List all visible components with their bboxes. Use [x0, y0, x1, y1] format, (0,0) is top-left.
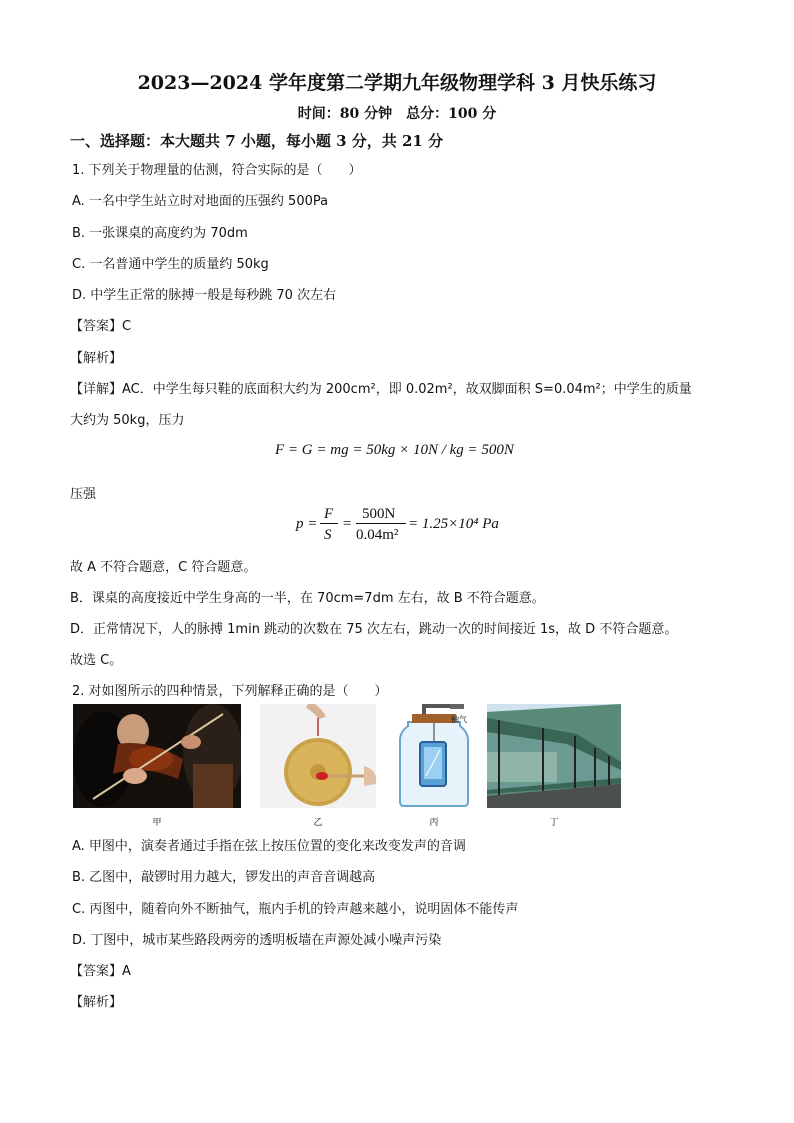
q2-analysis-label: 【解析】	[70, 995, 123, 1010]
q1-detail-line2: 大约为 50kg，压力	[70, 413, 185, 428]
pressure-f-num: F	[324, 506, 334, 522]
pressure-num: 500N	[362, 506, 396, 522]
q1-option-c: C. 一名普通中学生的质量约 50kg	[72, 257, 269, 272]
q1-detail-d: D．正常情况下，人的脉搏 1min 跳动的次数在 75 次左右，跳动一次的时间接近 1s，故 D 不符合题意。	[70, 622, 678, 637]
figure-violin	[73, 704, 241, 808]
figure-gong	[260, 704, 376, 808]
pressure-label: 压强	[70, 487, 97, 502]
q2-stem: 2. 对如图所示的四种情景，下列解释正确的是（ ）	[72, 684, 388, 699]
caption-ding: 丁	[549, 818, 559, 828]
q1-analysis-label: 【解析】	[70, 351, 123, 366]
pressure-lhs: p =	[296, 516, 318, 532]
pressure-den: 0.04m²	[356, 527, 399, 543]
q1-detail-line1: 【详解】AC．中学生每只鞋的底面积大约为 200cm²，即 0.02m²，故双脚面积 S=0.04m²；中学生的质量	[70, 382, 692, 397]
q2-answer: 【答案】A	[70, 964, 131, 979]
force-formula: F = G = mg = 50kg × 10N / kg = 500N	[275, 442, 514, 458]
pressure-eq: =	[342, 516, 353, 532]
pressure-f-den: S	[324, 527, 332, 543]
q1-option-a: A. 一名中学生站立时对地面的压强约 500Pa	[72, 194, 329, 209]
caption-bing: 丙	[429, 818, 439, 828]
caption-yi: 乙	[313, 818, 323, 828]
q1-stem: 1. 下列关于物理量的估测，符合实际的是（ ）	[72, 163, 362, 178]
page-title: 2023—2024 学年度第二学期九年级物理学科 3 月快乐练习	[137, 72, 657, 94]
q1-answer: 【答案】C	[70, 319, 132, 334]
q1-detail-b: B．课桌的高度接近中学生身高的一半，在 70cm=7dm 左右，故 B 不符合题意。	[70, 591, 545, 606]
q2-option-a: A. 甲图中，演奏者通过手指在弦上按压位置的变化来改变发声的音调	[72, 839, 466, 854]
pressure-result: = 1.25×10⁴ Pa	[408, 516, 499, 532]
q2-option-d: D. 丁图中，城市某些路段两旁的透明板墙在声源处减小噪声污染	[72, 933, 442, 948]
q1-option-b: B. 一张课桌的高度约为 70dm	[72, 226, 248, 241]
q2-option-c: C. 丙图中，随着向外不断抽气，瓶内手机的铃声越来越小，说明固体不能传声	[72, 902, 519, 917]
q2-option-b: B. 乙图中，敲锣时用力越大，锣发出的声音音调越高	[72, 870, 376, 885]
q1-conclusion-ac: 故 A 不符合题意，C 符合题意。	[70, 560, 257, 575]
q1-final: 故选 C。	[70, 653, 123, 668]
section-heading: 一、选择题：本大题共 7 小题，每小题 3 分，共 21 分	[70, 132, 444, 150]
fraction-bar	[356, 523, 406, 524]
figure-noise-barrier	[487, 704, 621, 808]
fraction-bar	[320, 523, 338, 524]
q1-option-d: D. 中学生正常的脉搏一般是每秒跳 70 次左右	[72, 288, 337, 303]
caption-jia: 甲	[152, 818, 162, 828]
pump-label: 抽气	[451, 715, 467, 724]
exam-info: 时间：80 分钟 总分：100 分	[297, 106, 497, 122]
